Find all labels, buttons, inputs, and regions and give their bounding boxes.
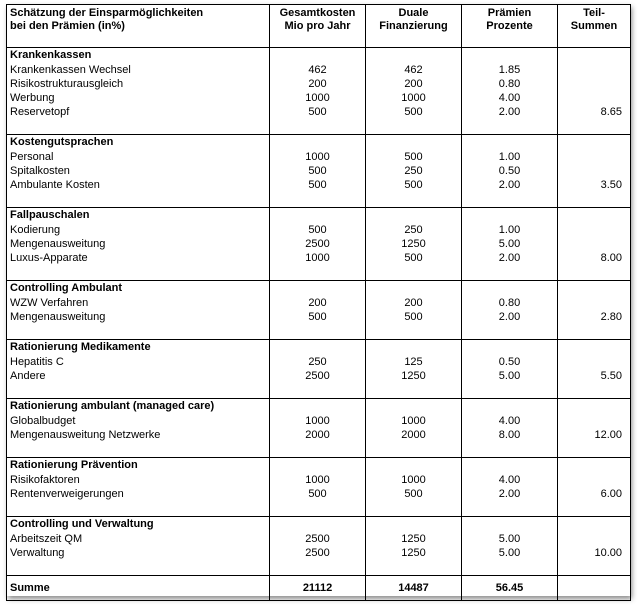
section-empty-cell bbox=[558, 458, 631, 475]
spacer-cell bbox=[558, 266, 631, 281]
sum-row bbox=[7, 576, 631, 601]
section-empty-cell bbox=[462, 135, 558, 152]
spacer-cell bbox=[462, 193, 558, 208]
header-dual-line2: Finanzierung bbox=[379, 20, 448, 32]
row-subtotal: 5.50 bbox=[558, 370, 631, 384]
section-empty-cell bbox=[558, 48, 631, 65]
section-empty-cell bbox=[270, 399, 366, 416]
section-title: Controlling Ambulant bbox=[7, 281, 270, 298]
table-row bbox=[7, 415, 631, 429]
section-empty-cell bbox=[558, 517, 631, 534]
table-row bbox=[7, 78, 631, 92]
spacer-cell bbox=[270, 443, 366, 458]
spacer-cell bbox=[7, 561, 270, 576]
section-empty-cell bbox=[270, 208, 366, 225]
section-empty-cell bbox=[462, 208, 558, 225]
section-title: Controlling und Verwaltung bbox=[7, 517, 270, 534]
row-dual: 1000 bbox=[366, 474, 462, 488]
section-spacer-row bbox=[7, 120, 631, 135]
row-premium: 0.80 bbox=[462, 297, 558, 311]
row-total: 2500 bbox=[270, 547, 366, 561]
row-label: WZW Verfahren bbox=[7, 297, 270, 311]
spacer-cell bbox=[366, 443, 462, 458]
section-header-row bbox=[7, 399, 631, 416]
row-subtotal bbox=[558, 92, 631, 106]
spacer-cell bbox=[366, 561, 462, 576]
spacer-cell bbox=[462, 561, 558, 576]
header-dual-cell bbox=[366, 5, 462, 48]
section-header-row bbox=[7, 208, 631, 225]
row-label: Spitalkosten bbox=[7, 165, 270, 179]
section-empty-cell bbox=[462, 48, 558, 65]
row-total: 1000 bbox=[270, 474, 366, 488]
spacer-cell bbox=[366, 325, 462, 340]
spacer-cell bbox=[7, 502, 270, 517]
spacer-cell bbox=[462, 443, 558, 458]
row-dual: 500 bbox=[366, 106, 462, 120]
header-subtotal-cell bbox=[558, 5, 631, 48]
table-row bbox=[7, 179, 631, 193]
section-empty-cell bbox=[558, 281, 631, 298]
row-label: Mengenausweitung bbox=[7, 311, 270, 325]
row-label: Andere bbox=[7, 370, 270, 384]
table-row bbox=[7, 92, 631, 106]
row-total: 200 bbox=[270, 297, 366, 311]
row-total: 200 bbox=[270, 78, 366, 92]
section-spacer-row bbox=[7, 193, 631, 208]
spacer-cell bbox=[462, 325, 558, 340]
row-subtotal bbox=[558, 533, 631, 547]
row-dual: 1250 bbox=[366, 547, 462, 561]
table-row bbox=[7, 429, 631, 443]
sum-label: Summe bbox=[7, 576, 270, 601]
row-premium: 5.00 bbox=[462, 370, 558, 384]
table-row bbox=[7, 252, 631, 266]
spacer-cell bbox=[558, 502, 631, 517]
spacer-cell bbox=[462, 384, 558, 399]
row-dual: 500 bbox=[366, 179, 462, 193]
row-premium: 2.00 bbox=[462, 106, 558, 120]
header-label-line2: bei den Prämien (in%) bbox=[10, 20, 125, 32]
section-header-row bbox=[7, 281, 631, 298]
row-total: 2000 bbox=[270, 429, 366, 443]
row-subtotal bbox=[558, 165, 631, 179]
row-premium: 1.00 bbox=[462, 224, 558, 238]
section-spacer-row bbox=[7, 502, 631, 517]
row-total: 1000 bbox=[270, 415, 366, 429]
row-dual: 250 bbox=[366, 224, 462, 238]
header-premium-line1: Prämien bbox=[487, 7, 532, 19]
row-total: 500 bbox=[270, 311, 366, 325]
row-dual: 1000 bbox=[366, 92, 462, 106]
table-row bbox=[7, 547, 631, 561]
section-title: Rationierung Prävention bbox=[7, 458, 270, 475]
table-row bbox=[7, 297, 631, 311]
row-label: Kodierung bbox=[7, 224, 270, 238]
section-spacer-row bbox=[7, 561, 631, 576]
spacer-cell bbox=[558, 193, 631, 208]
section-empty-cell bbox=[558, 135, 631, 152]
spacer-cell bbox=[270, 325, 366, 340]
spacer-cell bbox=[270, 384, 366, 399]
spacer-cell bbox=[366, 193, 462, 208]
row-dual: 200 bbox=[366, 78, 462, 92]
row-subtotal bbox=[558, 151, 631, 165]
header-subtotal-line2: Summen bbox=[570, 20, 618, 32]
row-dual: 500 bbox=[366, 488, 462, 502]
header-subtotal-line1: Teil- bbox=[583, 7, 605, 19]
row-subtotal bbox=[558, 297, 631, 311]
spacer-cell bbox=[7, 120, 270, 135]
row-total: 500 bbox=[270, 165, 366, 179]
spacer-cell bbox=[7, 325, 270, 340]
row-total: 2500 bbox=[270, 370, 366, 384]
row-dual: 250 bbox=[366, 165, 462, 179]
section-spacer-row bbox=[7, 266, 631, 281]
header-label-line1: Schätzung der Einsparmöglichkeiten bbox=[10, 7, 204, 19]
spacer-cell bbox=[462, 502, 558, 517]
table-row bbox=[7, 64, 631, 78]
spacer-cell bbox=[270, 502, 366, 517]
spacer-cell bbox=[7, 193, 270, 208]
row-dual: 200 bbox=[366, 297, 462, 311]
spacer-cell bbox=[558, 443, 631, 458]
spacer-cell bbox=[558, 120, 631, 135]
row-premium: 2.00 bbox=[462, 179, 558, 193]
table-row bbox=[7, 533, 631, 547]
section-empty-cell bbox=[462, 399, 558, 416]
row-label: Risikostrukturausgleich bbox=[7, 78, 270, 92]
row-total: 250 bbox=[270, 356, 366, 370]
row-subtotal: 8.65 bbox=[558, 106, 631, 120]
row-dual: 125 bbox=[366, 356, 462, 370]
row-premium: 0.50 bbox=[462, 165, 558, 179]
row-premium: 2.00 bbox=[462, 311, 558, 325]
spacer-cell bbox=[366, 120, 462, 135]
section-header-row bbox=[7, 135, 631, 152]
row-label: Arbeitszeit QM bbox=[7, 533, 270, 547]
spacer-cell bbox=[270, 561, 366, 576]
section-title: Rationierung ambulant (managed care) bbox=[7, 399, 270, 416]
row-subtotal bbox=[558, 474, 631, 488]
spacer-cell bbox=[366, 502, 462, 517]
row-label: Krankenkassen Wechsel bbox=[7, 64, 270, 78]
row-dual: 1250 bbox=[366, 370, 462, 384]
section-empty-cell bbox=[270, 340, 366, 357]
section-spacer-row bbox=[7, 325, 631, 340]
row-premium: 2.00 bbox=[462, 488, 558, 502]
row-premium: 5.00 bbox=[462, 238, 558, 252]
row-dual: 1000 bbox=[366, 415, 462, 429]
row-dual: 2000 bbox=[366, 429, 462, 443]
table-row bbox=[7, 488, 631, 502]
row-subtotal: 10.00 bbox=[558, 547, 631, 561]
section-empty-cell bbox=[366, 281, 462, 298]
spacer-cell bbox=[270, 120, 366, 135]
section-empty-cell bbox=[366, 208, 462, 225]
row-dual: 500 bbox=[366, 252, 462, 266]
spacer-cell bbox=[558, 561, 631, 576]
section-title: Fallpauschalen bbox=[7, 208, 270, 225]
header-total-cell bbox=[270, 5, 366, 48]
row-subtotal: 8.00 bbox=[558, 252, 631, 266]
row-label: Globalbudget bbox=[7, 415, 270, 429]
table-row bbox=[7, 356, 631, 370]
spacer-cell bbox=[462, 120, 558, 135]
row-premium: 5.00 bbox=[462, 547, 558, 561]
row-total: 2500 bbox=[270, 238, 366, 252]
row-label: Mengenausweitung bbox=[7, 238, 270, 252]
row-label: Risikofaktoren bbox=[7, 474, 270, 488]
section-title: Kostengutsprachen bbox=[7, 135, 270, 152]
row-dual: 1250 bbox=[366, 533, 462, 547]
row-total: 500 bbox=[270, 179, 366, 193]
section-spacer-row bbox=[7, 384, 631, 399]
section-empty-cell bbox=[366, 48, 462, 65]
table-row bbox=[7, 165, 631, 179]
row-premium: 5.00 bbox=[462, 533, 558, 547]
table-row bbox=[7, 311, 631, 325]
spacer-cell bbox=[7, 266, 270, 281]
sum-premium: 56.45 bbox=[462, 576, 558, 601]
row-premium: 4.00 bbox=[462, 415, 558, 429]
table-row bbox=[7, 151, 631, 165]
spacer-cell bbox=[7, 384, 270, 399]
sum-subtotal-empty bbox=[558, 576, 631, 601]
row-subtotal: 12.00 bbox=[558, 429, 631, 443]
header-dual-line1: Duale bbox=[398, 7, 429, 19]
spacer-cell bbox=[7, 443, 270, 458]
row-subtotal bbox=[558, 224, 631, 238]
row-label: Personal bbox=[7, 151, 270, 165]
row-premium: 4.00 bbox=[462, 92, 558, 106]
row-premium: 8.00 bbox=[462, 429, 558, 443]
row-label: Rentenverweigerungen bbox=[7, 488, 270, 502]
spacer-cell bbox=[270, 266, 366, 281]
section-empty-cell bbox=[270, 135, 366, 152]
savings-table bbox=[6, 4, 631, 601]
table-row bbox=[7, 474, 631, 488]
row-total: 500 bbox=[270, 106, 366, 120]
row-total: 2500 bbox=[270, 533, 366, 547]
row-subtotal bbox=[558, 78, 631, 92]
row-subtotal: 2.80 bbox=[558, 311, 631, 325]
header-label-cell bbox=[7, 5, 270, 48]
row-label: Werbung bbox=[7, 92, 270, 106]
row-premium: 0.80 bbox=[462, 78, 558, 92]
header-premium-line2: Prozente bbox=[486, 20, 533, 32]
row-total: 1000 bbox=[270, 151, 366, 165]
table-header-row bbox=[7, 5, 631, 48]
spacer-cell bbox=[270, 193, 366, 208]
section-empty-cell bbox=[462, 458, 558, 475]
sum-total: 21112 bbox=[270, 576, 366, 601]
section-empty-cell bbox=[366, 458, 462, 475]
section-empty-cell bbox=[558, 340, 631, 357]
header-total-line2: Mio pro Jahr bbox=[284, 20, 351, 32]
spacer-cell bbox=[462, 266, 558, 281]
row-premium: 1.85 bbox=[462, 64, 558, 78]
row-total: 500 bbox=[270, 488, 366, 502]
section-empty-cell bbox=[366, 517, 462, 534]
header-total-line1: Gesamtkosten bbox=[279, 7, 356, 19]
header-premium-cell bbox=[462, 5, 558, 48]
row-subtotal bbox=[558, 238, 631, 252]
section-empty-cell bbox=[270, 458, 366, 475]
section-header-row bbox=[7, 458, 631, 475]
section-spacer-row bbox=[7, 443, 631, 458]
section-empty-cell bbox=[270, 517, 366, 534]
spacer-cell bbox=[558, 325, 631, 340]
section-empty-cell bbox=[558, 208, 631, 225]
section-title: Krankenkassen bbox=[7, 48, 270, 65]
row-dual: 500 bbox=[366, 311, 462, 325]
section-empty-cell bbox=[270, 281, 366, 298]
section-empty-cell bbox=[558, 399, 631, 416]
spacer-cell bbox=[558, 384, 631, 399]
row-subtotal: 3.50 bbox=[558, 179, 631, 193]
table-row bbox=[7, 238, 631, 252]
row-label: Mengenausweitung Netzwerke bbox=[7, 429, 270, 443]
row-label: Ambulante Kosten bbox=[7, 179, 270, 193]
table-row bbox=[7, 224, 631, 238]
spacer-cell bbox=[366, 266, 462, 281]
row-label: Hepatitis C bbox=[7, 356, 270, 370]
row-total: 1000 bbox=[270, 92, 366, 106]
row-label: Reservetopf bbox=[7, 106, 270, 120]
table-row bbox=[7, 370, 631, 384]
section-empty-cell bbox=[366, 340, 462, 357]
row-total: 500 bbox=[270, 224, 366, 238]
row-total: 462 bbox=[270, 64, 366, 78]
row-premium: 0.50 bbox=[462, 356, 558, 370]
sum-dual: 14487 bbox=[366, 576, 462, 601]
row-dual: 1250 bbox=[366, 238, 462, 252]
section-empty-cell bbox=[462, 281, 558, 298]
row-label: Luxus-Apparate bbox=[7, 252, 270, 266]
section-empty-cell bbox=[462, 340, 558, 357]
row-total: 1000 bbox=[270, 252, 366, 266]
row-premium: 2.00 bbox=[462, 252, 558, 266]
section-empty-cell bbox=[366, 399, 462, 416]
table-row bbox=[7, 106, 631, 120]
row-premium: 4.00 bbox=[462, 474, 558, 488]
row-subtotal bbox=[558, 415, 631, 429]
row-premium: 1.00 bbox=[462, 151, 558, 165]
spacer-cell bbox=[366, 384, 462, 399]
row-dual: 462 bbox=[366, 64, 462, 78]
section-header-row bbox=[7, 48, 631, 65]
row-subtotal: 6.00 bbox=[558, 488, 631, 502]
row-subtotal bbox=[558, 64, 631, 78]
section-empty-cell bbox=[366, 135, 462, 152]
row-label: Verwaltung bbox=[7, 547, 270, 561]
savings-table-frame bbox=[6, 4, 630, 596]
section-title: Rationierung Medikamente bbox=[7, 340, 270, 357]
section-header-row bbox=[7, 517, 631, 534]
section-empty-cell bbox=[462, 517, 558, 534]
row-dual: 500 bbox=[366, 151, 462, 165]
section-empty-cell bbox=[270, 48, 366, 65]
section-header-row bbox=[7, 340, 631, 357]
row-subtotal bbox=[558, 356, 631, 370]
